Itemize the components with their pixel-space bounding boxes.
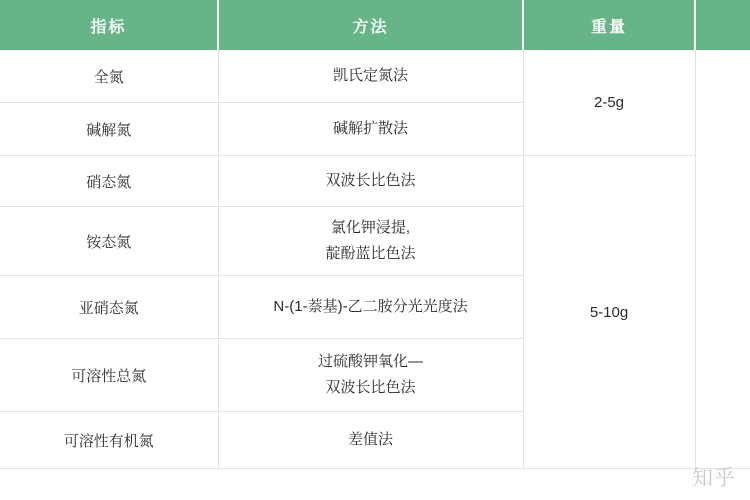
cell-index: 全氮 <box>0 50 218 103</box>
cell-method-line: N-(1-萘基)-乙二胺分光光度法 <box>273 298 468 315</box>
zhihu-watermark: 知乎 <box>692 466 736 490</box>
cell-method <box>218 50 523 103</box>
cell-method <box>218 412 523 469</box>
cell-extra <box>695 50 750 469</box>
cell-index: 亚硝态氮 <box>0 276 218 339</box>
cell-weight: 5-10g <box>523 156 695 469</box>
header-cell-extra <box>695 0 750 50</box>
header-cell-index: 指标 <box>0 0 218 50</box>
cell-index: 可溶性总氮 <box>0 339 218 412</box>
cell-weight: 2-5g <box>523 50 695 156</box>
header-cell-method: 方法 <box>218 0 523 50</box>
cell-method <box>218 207 523 276</box>
cell-method-line: 双波长比色法 <box>325 379 416 396</box>
cell-method-line: 凯氏定氮法 <box>332 67 408 84</box>
cell-index: 硝态氮 <box>0 156 218 207</box>
cell-method <box>218 339 523 412</box>
table-header <box>0 0 750 50</box>
cell-method-line: 差值法 <box>347 431 393 448</box>
cell-method <box>218 276 523 339</box>
cell-method-line: 过硫酸钾氧化— <box>317 353 423 370</box>
cell-method-line: 碱解扩散法 <box>332 120 408 137</box>
table-row <box>0 50 750 103</box>
cell-method-line: 氯化钾浸提, <box>330 219 411 236</box>
cell-index: 铵态氮 <box>0 207 218 276</box>
cell-method-line: 双波长比色法 <box>325 172 416 189</box>
cell-index: 碱解氮 <box>0 103 218 156</box>
cell-index: 可溶性有机氮 <box>0 412 218 469</box>
cell-method-line: 靛酚蓝比色法 <box>325 245 416 262</box>
table-body <box>0 50 750 469</box>
table-header-row <box>0 0 750 50</box>
table-row <box>0 156 750 207</box>
cell-method <box>218 156 523 207</box>
cell-method <box>218 103 523 156</box>
header-cell-weight: 重量 <box>523 0 695 50</box>
